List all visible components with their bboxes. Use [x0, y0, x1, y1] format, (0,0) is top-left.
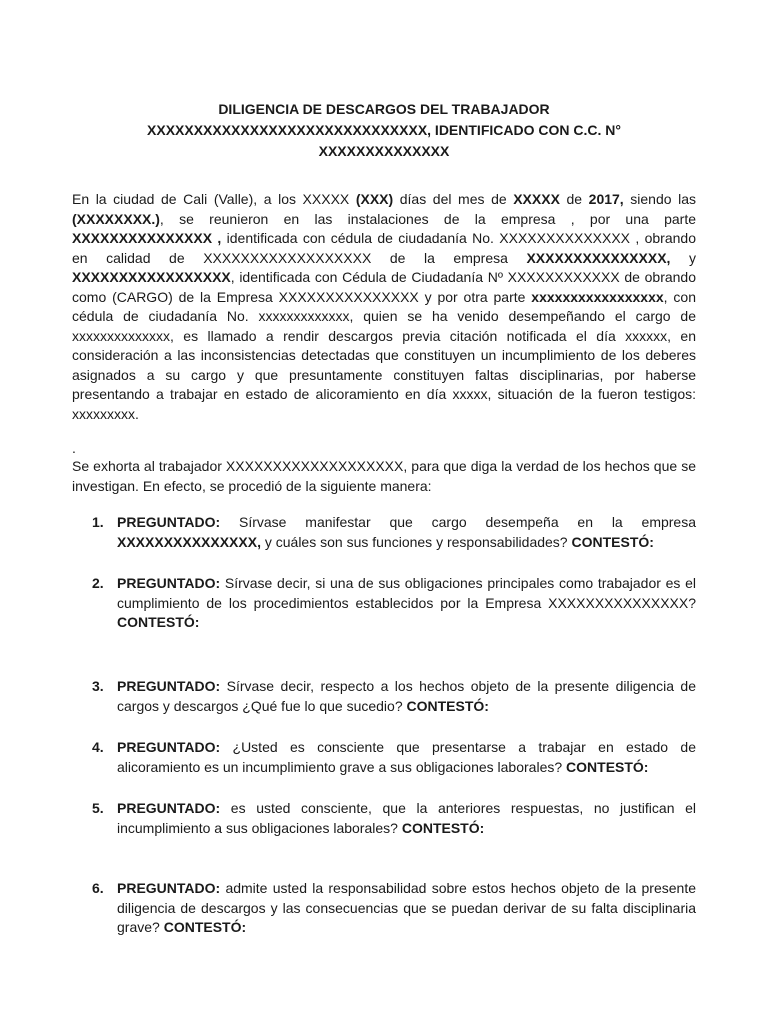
preguntado-label: PREGUNTADO: [117, 739, 221, 755]
intro-bold: (XXXXXXXX.) [72, 210, 160, 227]
title-line-3: XXXXXXXXXXXXXX [318, 143, 450, 159]
question-item [92, 738, 696, 777]
intro-text: y [670, 249, 696, 266]
intro-text: , con cédula de ciudadanía No. xxxxxxxxxxxxx, quien se ha venido desempeñando el cargo de xxxxxxxxxxxxxx, es llamado a rendir descargos previa citación notificada el día xxxxxx, en consideración a las inconsistencias detectadas que constituyen un incumplimiento de los deberes asignados a su cargo y que presuntamente constituyen faltas disciplinarias, por haberse presentando a trabajar en estado de alicoramiento en día xxxxx, situación de la fueron testigos: xxxxxxxxx. [72, 288, 696, 422]
preguntado-label: PREGUNTADO: [117, 800, 221, 816]
intro-text: identificada con cédula de ciudadanía No. XXXXXXXXXXXXXX , obrando en calidad de XXXXXXXXXXXXXXXXXX de la empresa [72, 230, 696, 266]
intro-text: , identificada con Cédula de Ciudadanía Nº XXXXXXXXXXXX de obrando como (CARGO) de la Empresa XXXXXXXXXXXXXXX y por otra parte [72, 269, 696, 305]
question-item [92, 513, 696, 552]
question-number: 6. [92, 880, 104, 896]
preguntado-label: PREGUNTADO: [117, 514, 221, 530]
contesto-label: CONTESTÓ: [117, 614, 200, 630]
question-item [92, 574, 696, 633]
document-title [72, 99, 696, 162]
question-item [92, 799, 696, 838]
intro-bold: XXXXXXXXXXXXXXXXX [72, 269, 231, 285]
question-number: 2. [92, 575, 104, 591]
question-bold: XXXXXXXXXXXXXXX, [117, 533, 261, 550]
intro-text: En la ciudad de Cali (Valle), a los XXXXX [72, 191, 356, 207]
preguntado-label: PREGUNTADO: [117, 678, 221, 694]
contesto-label: CONTESTÓ: [401, 819, 485, 836]
title-line-2: XXXXXXXXXXXXXXXXXXXXXXXXXXXXXX, IDENTIFICADO CON C.C. N° [147, 122, 621, 138]
intro-text: , se reunieron en las instalaciones de la empresa , por una parte [159, 210, 696, 227]
contesto-label: CONTESTÓ: [406, 697, 489, 714]
intro-bold: XXXXX [513, 191, 560, 207]
contesto-label: CONTESTÓ: [163, 919, 247, 935]
question-text: es usted consciente, que la anteriores respuestas, no justifican el incumplimiento a sus obligaciones laborales? [117, 800, 696, 836]
question-text: admite usted la responsabilidad sobre estos hechos objeto de la presente diligencia de descargos y las consecuencias que se puedan derivar de su falta disciplinaria grave? [117, 880, 696, 935]
question-text: Sírvase manifestar que cargo desempeña en la empresa [220, 514, 696, 530]
question-item [92, 677, 696, 716]
preguntado-label: PREGUNTADO: [117, 575, 221, 591]
question-item [92, 879, 696, 938]
question-text: Sírvase decir, si una de sus obligaciones principales como trabajador es el cumplimiento de los procedimientos establecidos por la Empresa XXXXXXXXXXXXXXX? [117, 575, 696, 611]
question-number: 1. [92, 514, 104, 530]
intro-text: de [559, 191, 589, 207]
intro-text: siendo las [623, 191, 697, 207]
question-number: 4. [92, 739, 104, 755]
contesto-label: CONTESTÓ: [566, 758, 649, 775]
question-number: 5. [92, 800, 104, 816]
question-text: ¿Usted es consciente que presentarse a trabajar en estado de alicoramiento es un incumplimiento grave a sus obligaciones laborales? [117, 739, 696, 775]
question-text: y cuáles son sus funciones y responsabilidades? [260, 533, 572, 550]
intro-bold: (XXX) [355, 191, 394, 207]
intro-paragraph [72, 190, 696, 424]
intro-bold: 2017, [588, 191, 624, 207]
intro-text: días del mes de [393, 191, 514, 207]
intro-bold: XXXXXXXXXXXXXXX , [72, 230, 222, 246]
contesto-label: CONTESTÓ: [571, 533, 654, 550]
question-text: Sírvase decir, respecto a los hechos objeto de la presente diligencia de cargos y descargos ¿Qué fue lo que sucedio? [117, 678, 696, 714]
stray-dot: . [72, 440, 76, 456]
question-number: 3. [92, 678, 104, 694]
exhort-paragraph: Se exhorta al trabajador XXXXXXXXXXXXXXXXXXX, para que diga la verdad de los hechos que se investigan. En efecto, se procedió de la siguiente manera: [72, 458, 696, 494]
intro-bold: xxxxxxxxxxxxxxxxx [531, 288, 664, 305]
preguntado-label: PREGUNTADO: [117, 880, 221, 896]
intro-bold: XXXXXXXXXXXXXXX, [526, 249, 671, 266]
title-line-1: DILIGENCIA DE DESCARGOS DEL TRABAJADOR [218, 101, 550, 117]
